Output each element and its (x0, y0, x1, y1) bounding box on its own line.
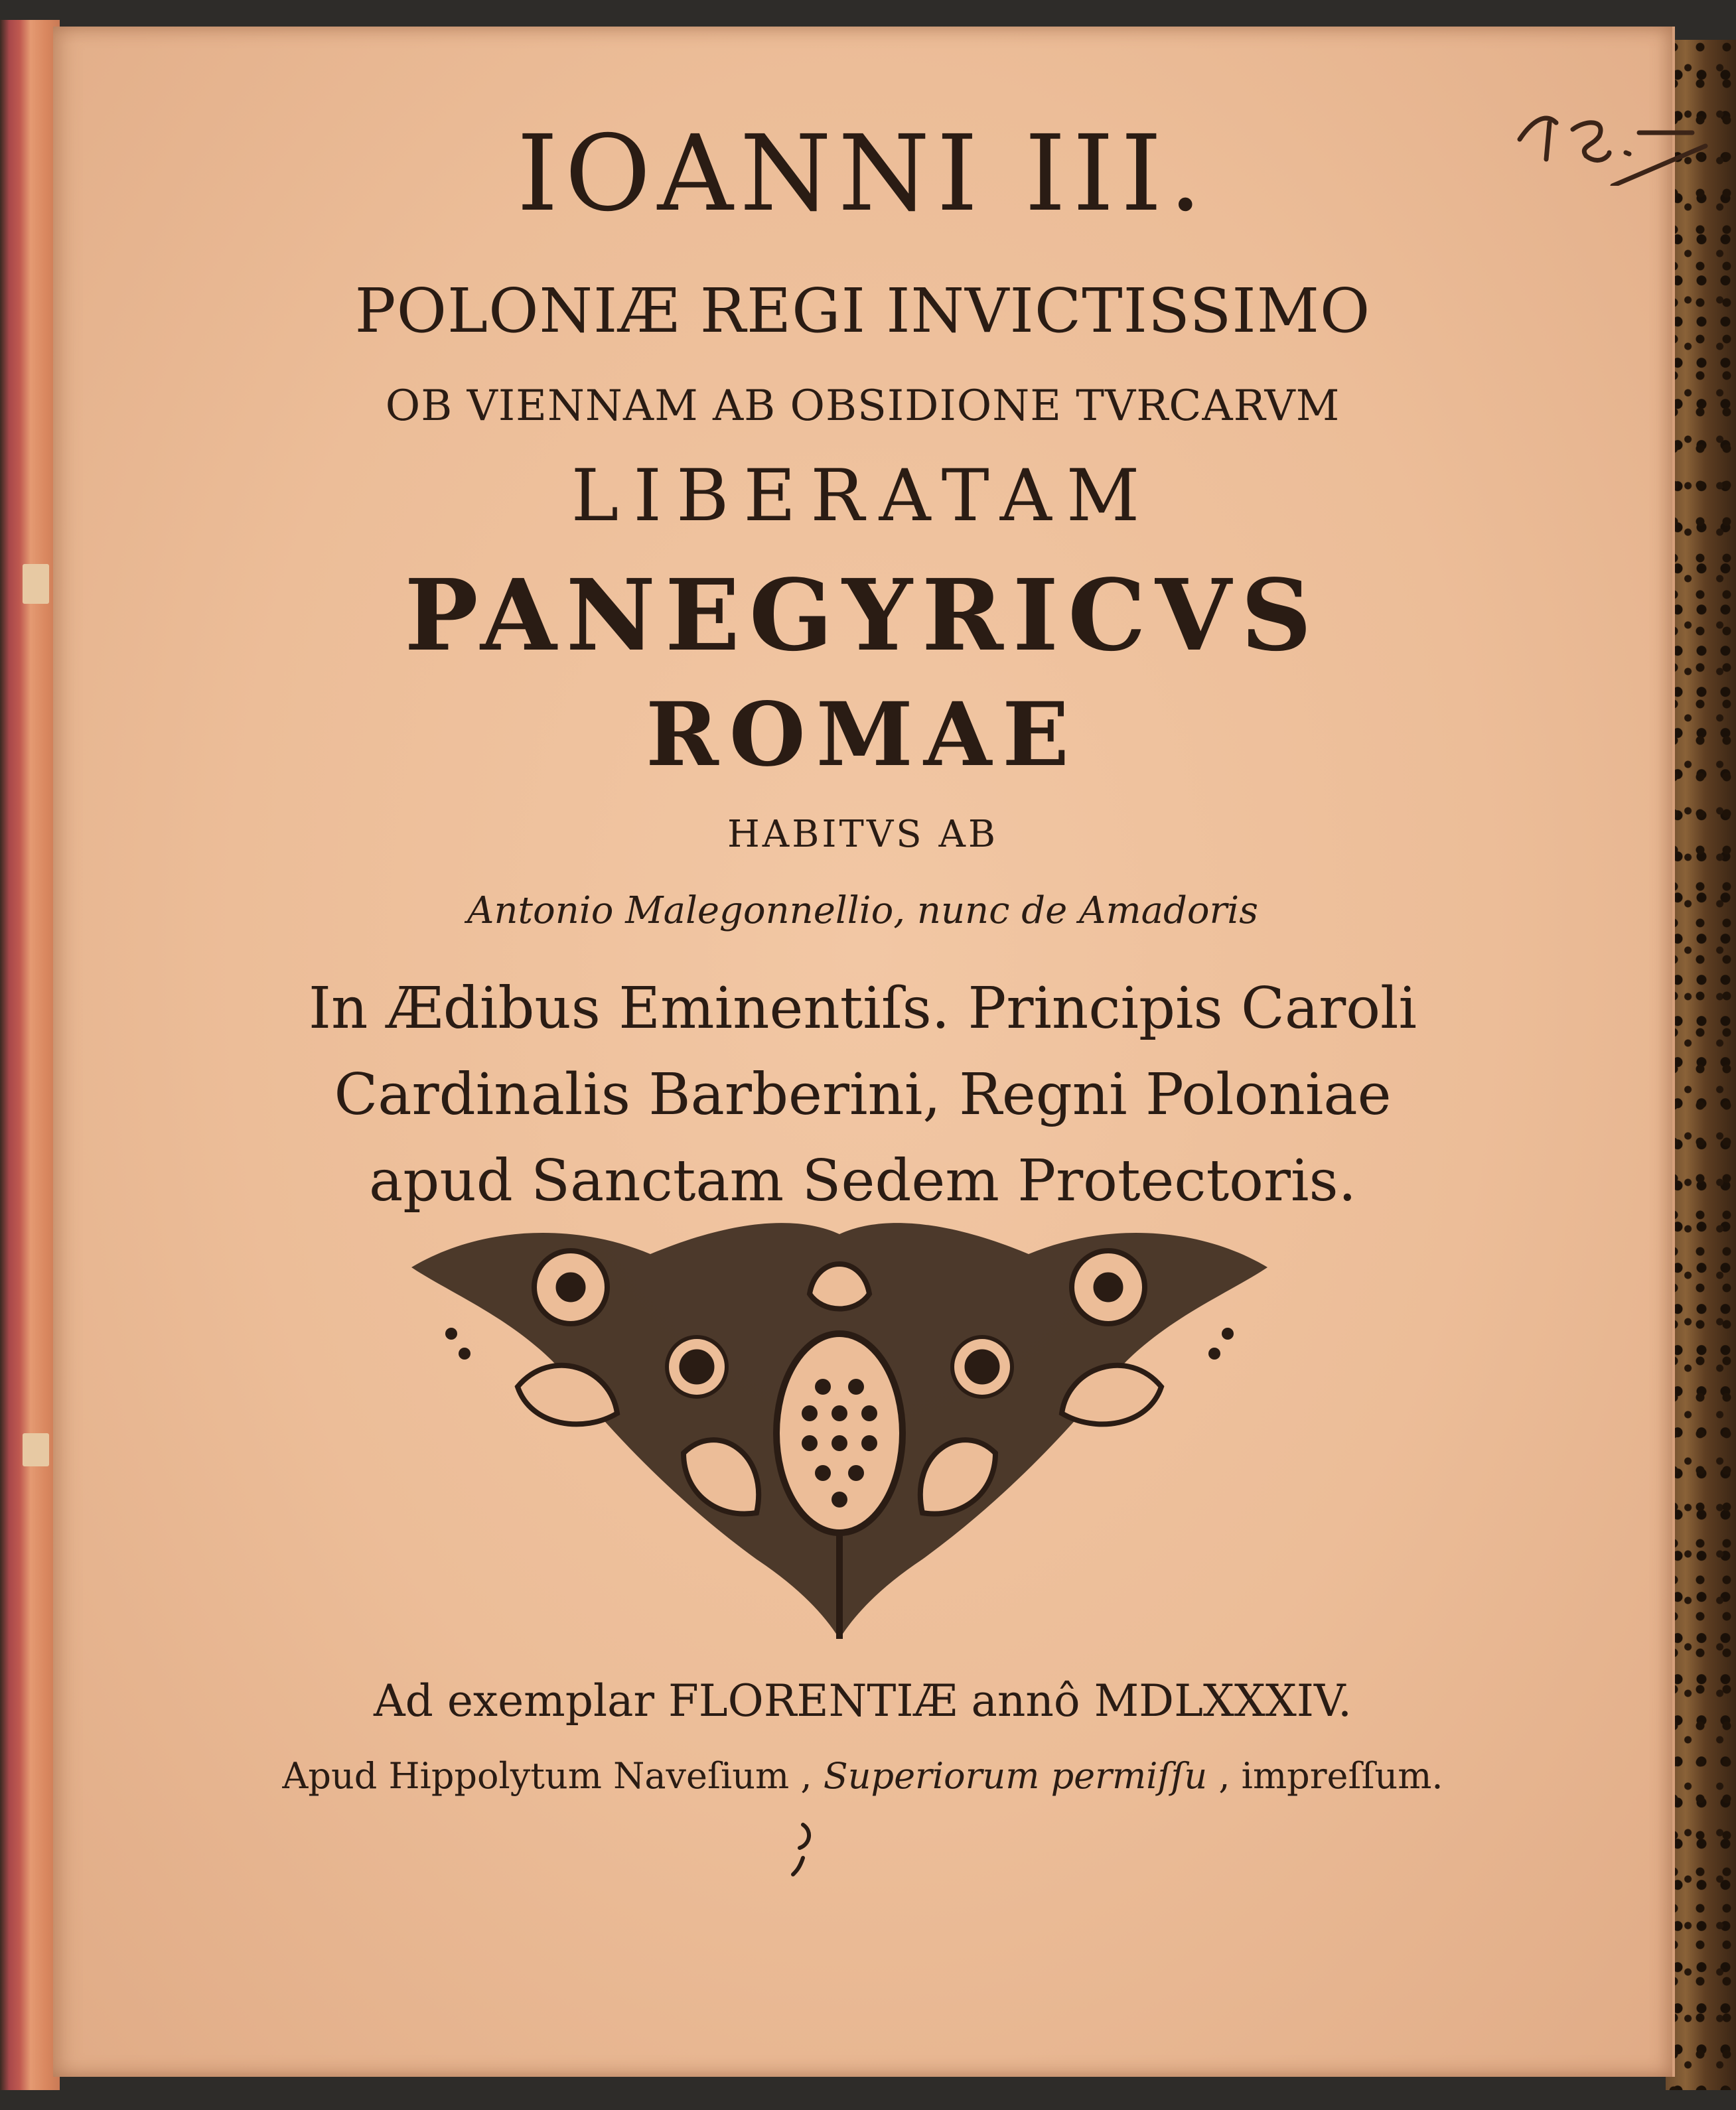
dedication-line-2: Cardinalis Barberini, Regni Poloniae (334, 1062, 1392, 1128)
title-line-5: PANEGYRICVS (404, 557, 1321, 673)
title-line-1: IOANNI III. (516, 113, 1209, 235)
title-line-6: ROMAE (646, 683, 1080, 786)
ink-mark (783, 1818, 823, 1878)
imprint-printed: , impreſſum. (1207, 1755, 1443, 1797)
marbled-edge (1666, 40, 1736, 2090)
author-line: Antonio Malegonnellio, nunc de Amadoris (467, 889, 1258, 932)
binding-tab (23, 1433, 49, 1466)
floral-woodcut-ornament (398, 1214, 1281, 1639)
left-binding-edge (0, 20, 60, 2090)
dedication-line-1: In Ædibus Eminentiſs. Principis Caroli (309, 975, 1417, 1042)
title-line-3: OB VIENNAM AB OBSIDIONE TVRCARVM (385, 382, 1340, 431)
title-line-2: POLONIÆ REGI INVICTISSIMO (354, 275, 1371, 346)
imprint-permission: Superiorum permiſſu (823, 1755, 1208, 1797)
imprint-printer: Apud Hippolytum Naveſium , (282, 1755, 824, 1797)
title-page (53, 27, 1675, 2077)
binding-tab (23, 564, 49, 604)
habitus-line: HABITVS AB (727, 813, 999, 856)
title-line-4: LIBERATAM (571, 455, 1155, 537)
imprint-line-1: Ad exemplar FLORENTIÆ annô MDLXXXIV. (373, 1675, 1352, 1726)
imprint-line-2 (53, 1755, 1672, 1797)
dedication-line-3: apud Sanctam Sedem Protectoris. (369, 1148, 1356, 1214)
